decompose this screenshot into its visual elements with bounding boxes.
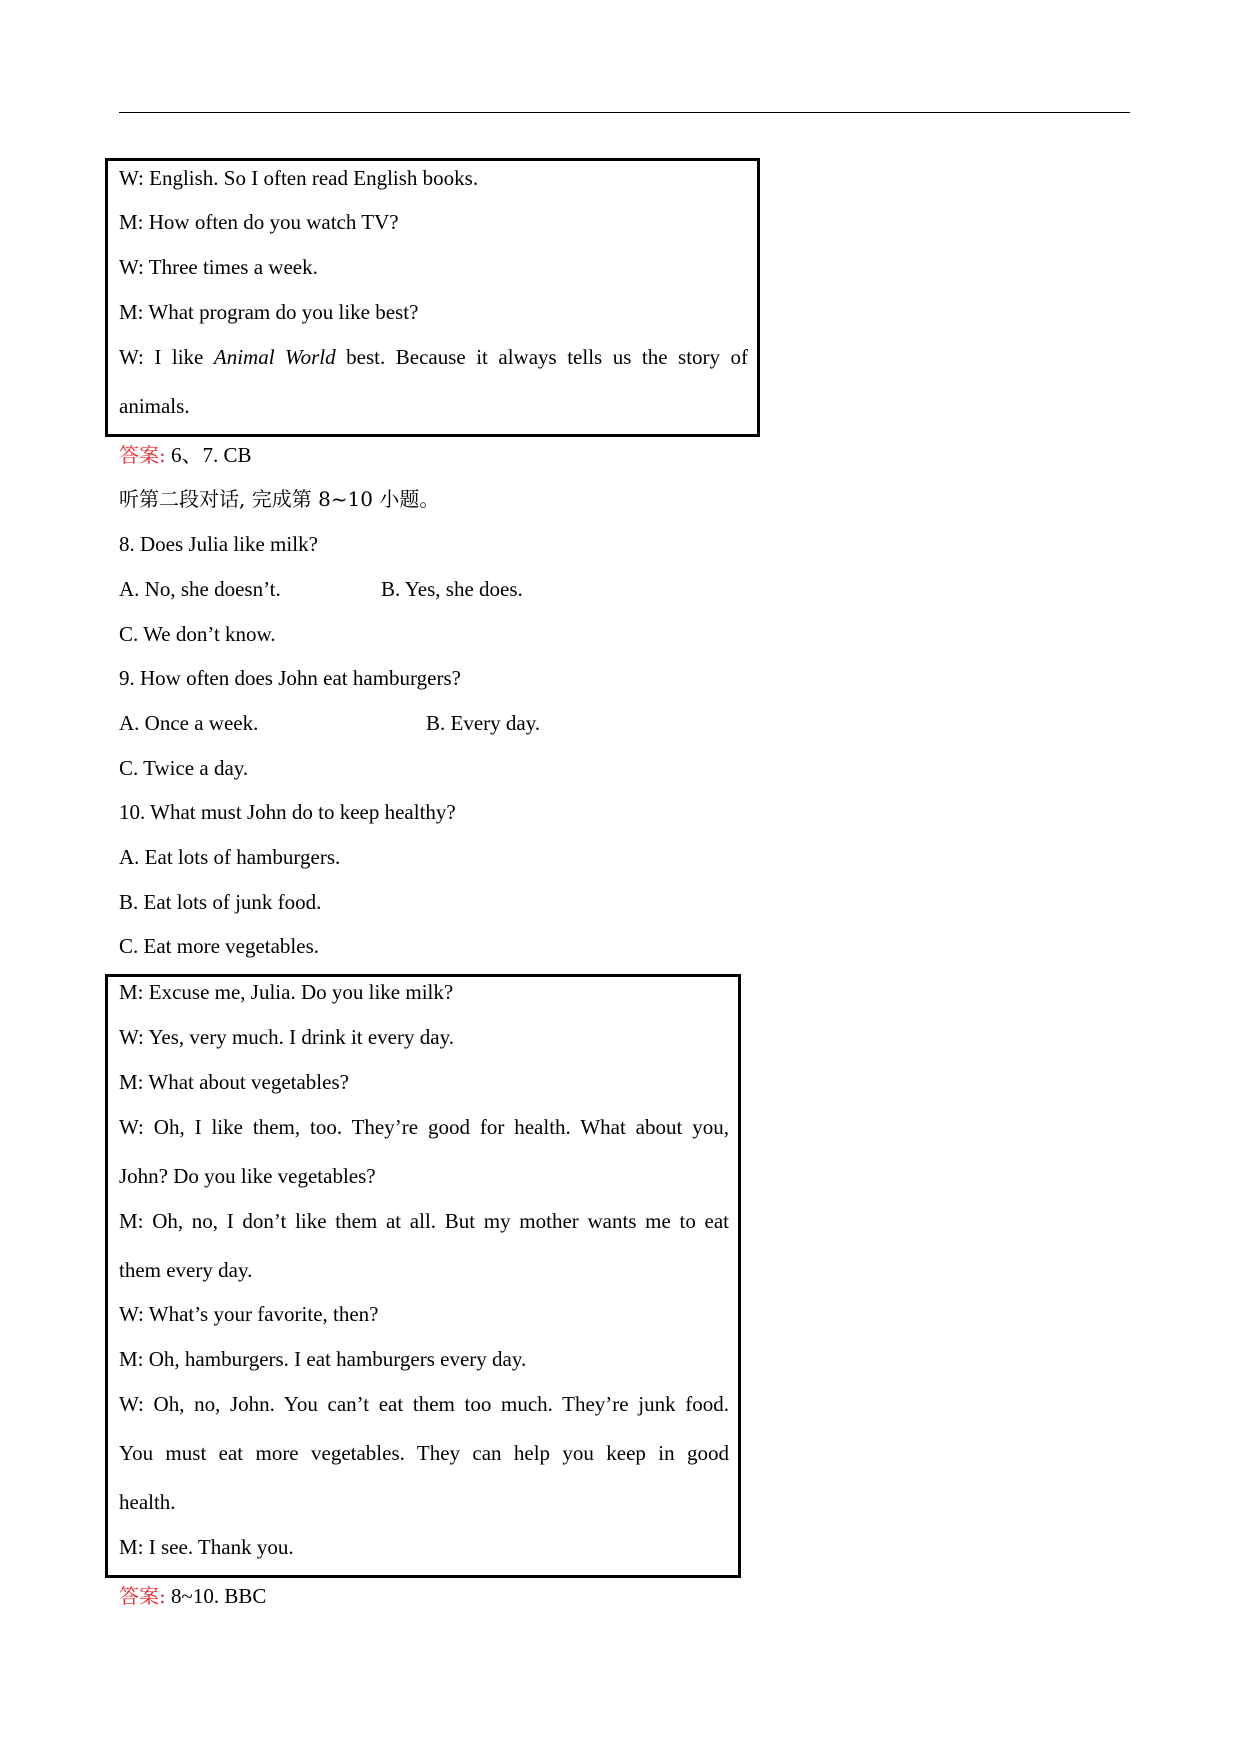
transcript-line: them every day.	[119, 1258, 253, 1282]
option-a: A. No, she doesn’t.	[119, 577, 281, 601]
transcript-prefix: W: I like	[119, 345, 204, 369]
transcript-line: W: Oh, I like them, too. They’re good for health. What about you,	[119, 1115, 729, 1139]
option-b: B. Every day.	[426, 711, 541, 735]
program-title: Animal World	[213, 345, 336, 369]
question-stem: 9. How often does John eat hamburgers?	[119, 666, 461, 690]
transcript-line: animals.	[119, 394, 190, 418]
option-c: C. Twice a day.	[119, 756, 249, 780]
transcript-line: W: Oh, no, John. You can’t eat them too much. They’re junk food.	[119, 1392, 729, 1416]
transcript-line: M: How often do you watch TV?	[119, 210, 399, 234]
transcript-line: You must eat more vegetables. They can help you keep in good	[119, 1441, 729, 1465]
instruction: 听第二段对话, 完成第 8~10 小题。	[119, 487, 440, 511]
answer-line	[119, 443, 252, 467]
transcript-line: health.	[119, 1490, 176, 1514]
question-stem: 8. Does Julia like milk?	[119, 532, 318, 556]
option-a: A. Eat lots of hamburgers.	[119, 845, 341, 869]
answer-value: 8~10. BBC	[165, 1584, 267, 1608]
transcript-line: W: English. So I often read English books.	[119, 166, 479, 190]
option-b: B. Eat lots of junk food.	[119, 890, 322, 914]
answer-line	[119, 1584, 266, 1608]
option-a: A. Once a week.	[119, 711, 259, 735]
answer-label: 答案:	[119, 1584, 166, 1608]
transcript-line	[119, 345, 748, 369]
option-c: C. Eat more vegetables.	[119, 934, 320, 958]
transcript-rest: best. Because it always tells us the story of	[346, 345, 749, 369]
transcript-line: M: Excuse me, Julia. Do you like milk?	[119, 980, 454, 1004]
option-b: B. Yes, she does.	[381, 577, 523, 601]
question-stem: 10. What must John do to keep healthy?	[119, 800, 456, 824]
option-c: C. We don’t know.	[119, 622, 276, 646]
answer-label: 答案:	[119, 443, 166, 467]
transcript-line: M: What program do you like best?	[119, 300, 419, 324]
transcript-line: M: Oh, hamburgers. I eat hamburgers every day.	[119, 1347, 527, 1371]
answer-value: 6、7. CB	[165, 443, 252, 467]
transcript-line: W: Yes, very much. I drink it every day.	[119, 1025, 454, 1049]
transcript-line: John? Do you like vegetables?	[119, 1164, 376, 1188]
transcript-line: W: What’s your favorite, then?	[119, 1302, 379, 1326]
transcript-line: M: What about vegetables?	[119, 1070, 349, 1094]
transcript-line: W: Three times a week.	[119, 255, 318, 279]
header-rule	[119, 112, 1130, 113]
transcript-line: M: Oh, no, I don’t like them at all. But my mother wants me to eat	[119, 1209, 729, 1233]
transcript-box-1	[105, 158, 760, 437]
transcript-line: M: I see. Thank you.	[119, 1535, 294, 1559]
